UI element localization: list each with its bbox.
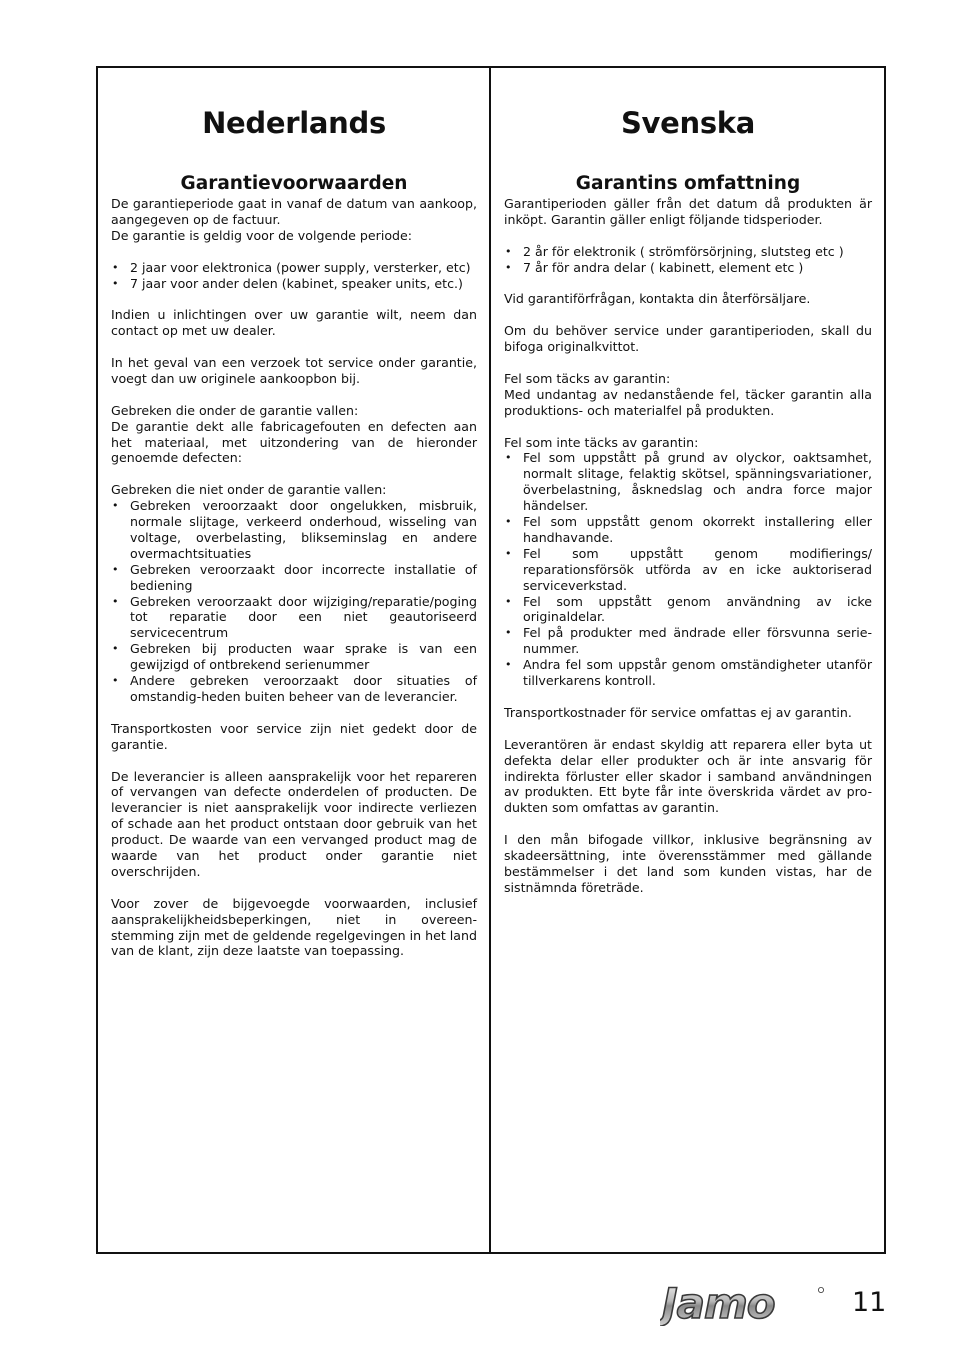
warranty-text (111, 196, 477, 959)
list-item: • Gebreken veroorzaakt door wijziging/reparatie/poging tot reparatie door een niet geautoriseerd servicecentrum (111, 594, 477, 642)
paragraph: In het geval van een verzoek tot service onder garantie, voegt dan uw originele aankoopbon bij. (111, 355, 477, 386)
page-number: 11 (852, 1287, 887, 1318)
jamo-logo (660, 1282, 828, 1326)
paragraph: Om du behöver service under garantiperioden, skall du bifoga originalkvittot. (504, 323, 872, 355)
paragraph: Gebreken die onder de garantie vallen: De garantie dekt alle fabricagefouten en defecten aan het materiaal, met uitzondering van de hieronder genoemde defecten: (111, 402, 477, 466)
list-item: • Gebreken veroorzaakt door incorrecte installatie of bediening (111, 562, 477, 594)
list-item: • Fel som uppstått genom okorrekt installering eller handhavande. (504, 514, 872, 546)
list-item: • 7 år för andra delar ( kabinett, element etc ) (504, 260, 872, 276)
section-title: Garantins omfattning (575, 173, 801, 194)
exclusion-list (111, 498, 477, 705)
warranty-text (504, 196, 872, 896)
page-footer (0, 1282, 954, 1332)
list-item: • Andra fel som uppstår genom omständigheter utanför tillverkarens kontroll. (504, 657, 872, 689)
period-list (504, 244, 872, 276)
paragraph: Indien u inlichtingen over uw garantie wilt, neem dan contact op met uw dealer. (111, 307, 477, 339)
paragraph: Transportkostnader för service omfattas ej av garantin. (504, 704, 852, 720)
list-item: • 2 jaar voor elektronica (power supply, versterker, etc) (111, 260, 477, 276)
column-swedish (491, 68, 884, 1252)
list-item: • 7 jaar voor ander delen (kabinet, speaker units, etc.) (111, 276, 477, 292)
list-item: • 2 år för elektronik ( strömförsörjning, slutsteg etc ) (504, 244, 872, 260)
period-list (111, 260, 477, 292)
language-title: Nederlands (202, 106, 386, 140)
column-dutch (98, 68, 491, 1252)
language-title: Svenska (620, 106, 756, 140)
list-item: • Fel som uppstått på grund av olyckor, oaktsamhet, normalt slitage, felaktig skötsel, spänningsvariationer, överbelastning, åsknedslag och andra force major händelser. (504, 450, 872, 514)
paragraph: Leverantören är endast skyldig att reparera eller byta ut defekta delar eller produkter och är inte ansvarig för indirekta förluster eller skador i samband användningen av produkten. Ett byte får inte överskrida värdet av pro-dukten som omfattas av garantin. (504, 736, 872, 816)
paragraph: De garantieperiode gaat in vanaf de datum van aankoop, aangegeven op de factuur. De garantie is geldig voor de volgende periode: (111, 196, 477, 243)
paragraph: Fel som täcks av garantin: Med undantag av nedanstående fel, täcker garantin alla produktions- och materialfel på produkten. (504, 370, 872, 418)
list-item: • Fel som uppstått genom modifierings/ reparationsförsök utförda av en icke auktoriserad serviceverkstad. (504, 546, 872, 594)
list-item: • Gebreken bij producten waar sprake is van een gewijzigd of ontbrekend serienummer (111, 641, 477, 673)
exclusions-heading: Gebreken die niet onder de garantie vallen: (111, 482, 387, 498)
exclusions-heading: Fel som inte täcks av garantin: (504, 434, 699, 450)
paragraph: De leverancier is alleen aansprakelijk voor het repareren of vervangen van defecte onderdelen of producten. De leverancier is niet aansprakelijk voor indirecte verliezen of schade aan het product ontstaan door gebruik van het product. De waarde van een vervanged product mag de waarde van het product onder garantie niet overschrijden. (111, 768, 477, 879)
paragraph: Vid garantiförfrågan, kontakta din återförsäljare. (504, 291, 811, 307)
content-frame (96, 66, 886, 1254)
list-item: • Andere gebreken veroorzaakt door situaties of omstandig-heden buiten beheer van de leverancier. (111, 673, 477, 705)
paragraph: I den mån bifogade villkor, inklusive begränsning av skadeersättning, inte överensstämmer med gällande bestämmelser i det land som kunden vistas, har de sistnämnda företräde. (504, 832, 872, 895)
section-title: Garantievoorwaarden (180, 173, 408, 194)
brand-wordmark: Jamo (662, 1282, 775, 1326)
list-item: • Fel som uppstått genom användning av icke originaldelar. (504, 594, 872, 626)
exclusion-list (504, 450, 872, 689)
list-item: • Gebreken veroorzaakt door ongelukken, misbruik, normale slijtage, verkeerd onderhoud, wisseling van voltage, overbelasting, blikseminslag en andere overmachtsituaties (111, 498, 477, 562)
paragraph: Garantiperioden gäller från det datum då produkten är inköpt. Garantin gäller enligt följande tidsperioder. (504, 196, 872, 227)
paragraph: Voor zover de bijgevoegde voorwaarden, inclusief aansprakelijkheidsbeperkingen, niet in overeen-stemming zijn met de geldende regelgevingen in het land van de klant, zijn deze laatste van toepassing. (111, 895, 477, 959)
paragraph: Transportkosten voor service zijn niet gedekt door de garantie. (111, 720, 477, 752)
list-item: • Fel på produkter med ändrade eller försvunna serie-nummer. (504, 625, 872, 657)
registered-mark-icon (818, 1287, 823, 1292)
